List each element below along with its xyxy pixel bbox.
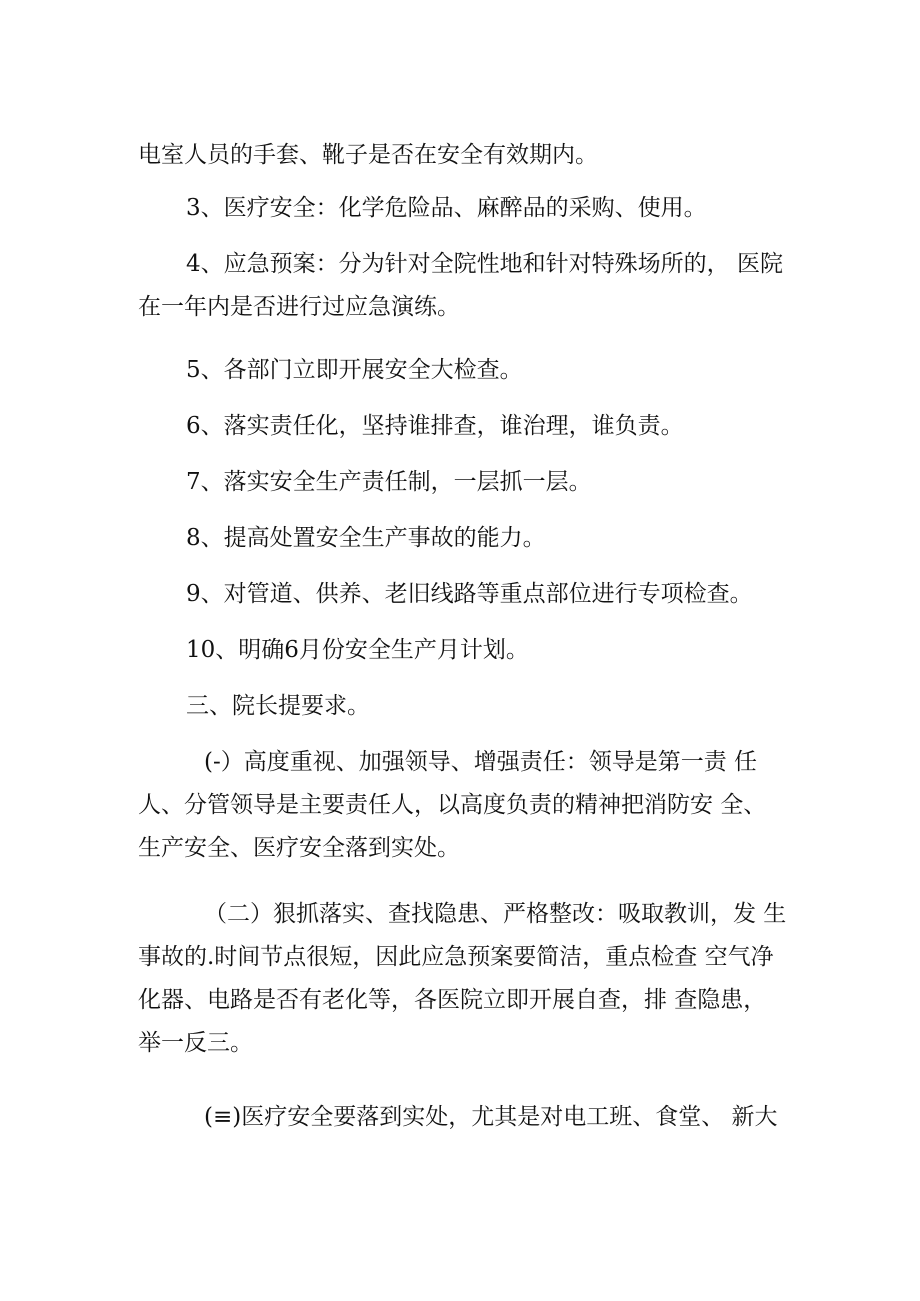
text-line: 3、医疗安全：化学危险品、麻醉品的采购、使用。 — [186, 195, 707, 221]
text-line: 7、落实安全生产责任制，一层抓一层。 — [186, 469, 592, 495]
text-line: 4、应急预案：分为针对全院性地和针对特殊场所的， 医院 — [186, 251, 783, 277]
text-line: (≡)医疗安全要落到实处，尤其是对电工班、食堂、 新大 — [204, 1104, 778, 1130]
paragraph-item-9 — [138, 573, 798, 616]
paragraph-item-7 — [138, 461, 798, 504]
paragraph-item-4 — [138, 243, 798, 329]
paragraph-req-3 — [138, 1096, 798, 1139]
text-line: 5、各部门立即开展安全大检查。 — [186, 357, 523, 383]
text-line: 6、落实责任化，坚持谁排查，谁治理，谁负责。 — [186, 413, 684, 439]
paragraph-item-8 — [138, 517, 798, 560]
paragraph-req-1 — [138, 741, 798, 870]
text-line: 在一年内是否进行过应急演练。 — [138, 294, 460, 320]
section-heading-3 — [138, 685, 798, 728]
text-line: 化器、电路是否有老化等，各医院立即开展自查，排 查隐患， — [138, 987, 767, 1013]
text-line: 电室人员的手套、靴子是否在安全有效期内。 — [138, 142, 598, 168]
text-line: （二）狠抓落实、查找隐患、严格整改：吸取教训，发 生 — [204, 901, 787, 927]
paragraph-item-5 — [138, 349, 798, 392]
text-line: 人、分管领导是主要责任人，以高度负责的精神把消防安 全、 — [138, 792, 767, 818]
text-line: 三、院长提要求。 — [186, 693, 370, 719]
paragraph-item-10 — [138, 629, 798, 672]
text-line: 8、提高处置安全生产事故的能力。 — [186, 525, 546, 551]
text-line: (-）高度重视、加强领导、增强责任：领导是第一责 任 — [204, 749, 758, 775]
text-line: 生产安全、医疗安全落到实处。 — [138, 835, 460, 861]
paragraph-item-3 — [138, 187, 798, 230]
text-line: 事故的.时间节点很短，因此应急预案要简洁，重点检查 空气净 — [138, 944, 774, 970]
text-line: 10、明确6月份安全生产月计划。 — [186, 637, 529, 663]
text-line: 举一反三。 — [138, 1030, 253, 1056]
paragraph-1 — [138, 134, 798, 177]
text-line: 9、对管道、供养、老旧线路等重点部位进行专项检查。 — [186, 581, 753, 607]
paragraph-item-6 — [138, 405, 798, 448]
paragraph-req-2 — [138, 893, 798, 1065]
